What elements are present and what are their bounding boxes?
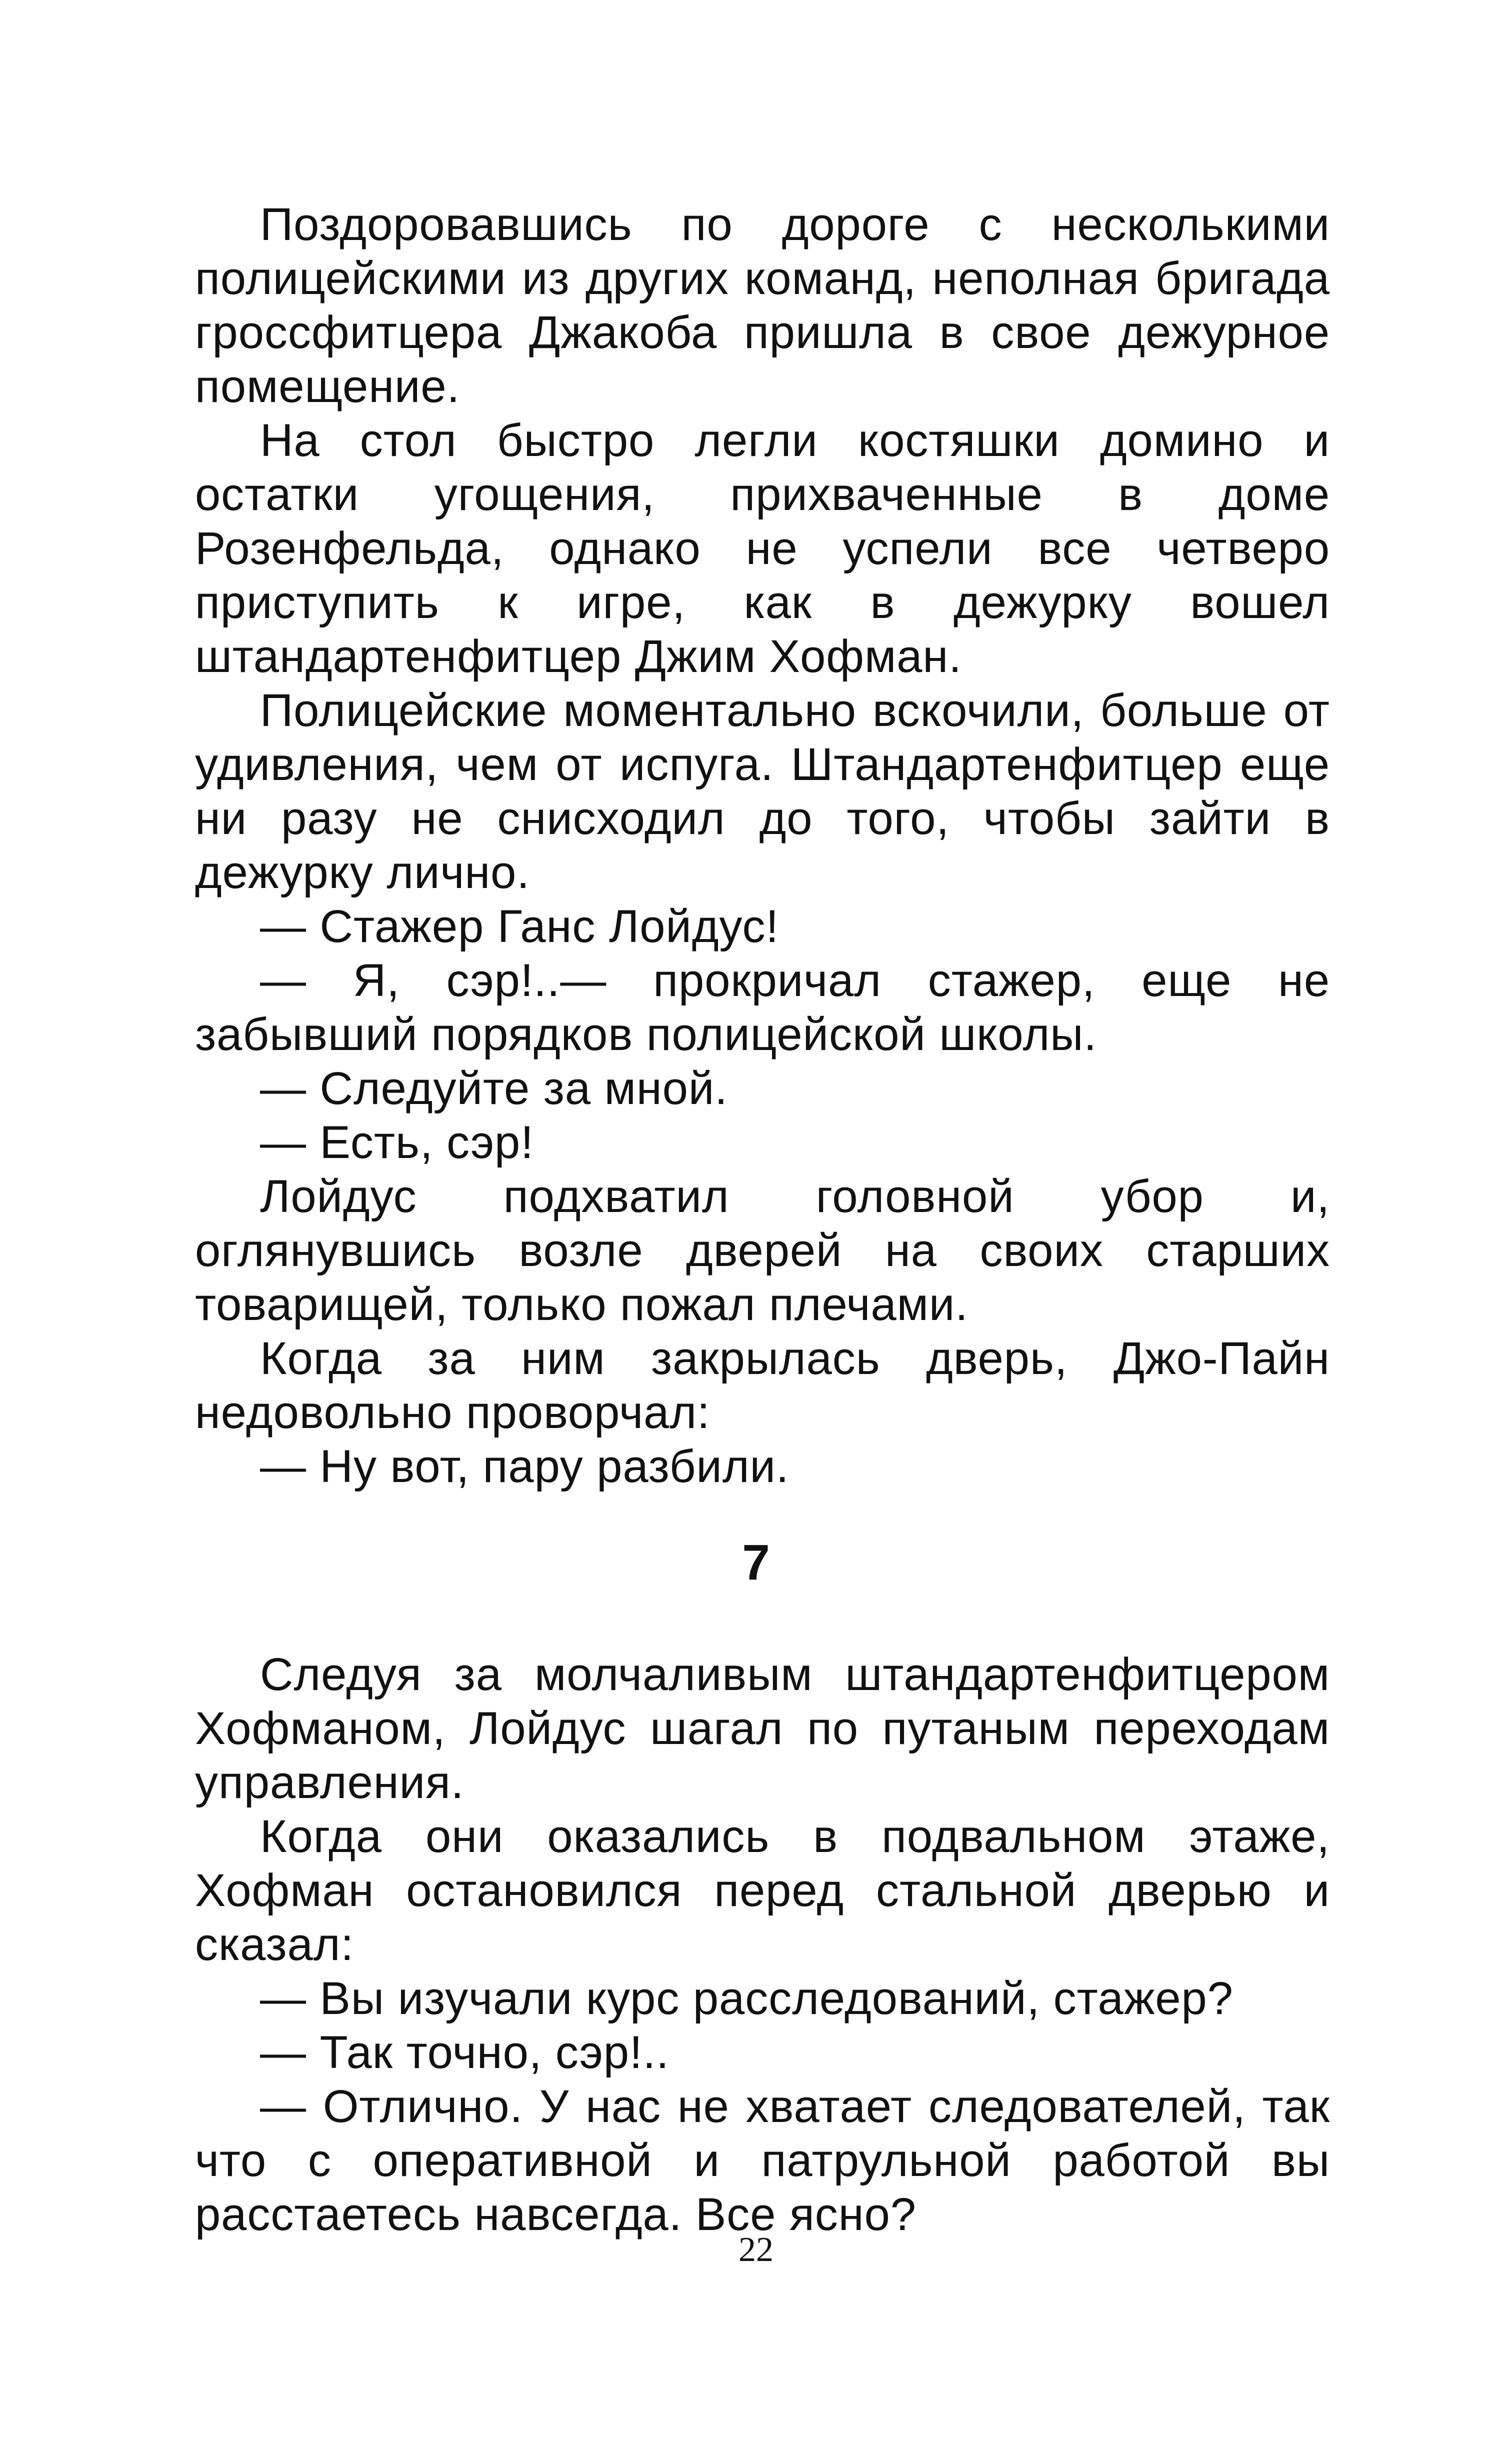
paragraph: Поздоровавшись по дороге с несколькими полицейскими из других команд, неполная бригада гроссфитцера Джакоба пришла в свое дежурное помещение.: [195, 199, 1330, 412]
dialogue-line: — Вы изучали курс расследований, стажер?: [260, 1973, 1234, 2024]
chapter-number: 7: [742, 1534, 770, 1590]
paragraph: Когда за ним закрылась дверь, Джо-Пайн недовольно проворчал:: [195, 1333, 1330, 1438]
text-block-before-chapter: [195, 198, 1330, 1494]
dialogue-line: — Я, сэр!..— прокричал стажер, еще не забывший порядков полицейской школы.: [195, 955, 1330, 1060]
paragraph: Лойдус подхватил головной убор и, оглянувшись возле дверей на своих старших товарищей, только пожал плечами.: [195, 1171, 1330, 1330]
dialogue-line: — Так точно, сэр!..: [260, 2027, 670, 2078]
page-number: 22: [738, 2230, 774, 2269]
dialogue-line: — Отлично. У нас не хватает следователей, так что с оперативной и патрульной работой вы расстаетесь навсегда. Все ясно?: [195, 2081, 1330, 2240]
paragraph: Полицейские моментально вскочили, больше от удивления, чем от испуга. Штандартенфитцер еще ни разу не снисходил до того, чтобы зайти в дежурку лично.: [195, 685, 1330, 898]
paragraph: Когда они оказались в подвальном этаже, Хофман остановился перед стальной дверью и сказал:: [195, 1811, 1330, 1970]
paragraph: Следуя за молчаливым штандартенфитцером Хофманом, Лойдус шагал по путаным переходам управления.: [195, 1649, 1330, 1808]
dialogue-line: — Есть, сэр!: [260, 1117, 534, 1168]
dialogue-line: — Ну вот, пару разбили.: [260, 1441, 790, 1492]
text-block-after-chapter: [195, 1648, 1330, 2242]
dialogue-line: — Следуйте за мной.: [260, 1063, 728, 1114]
paragraph: На стол быстро легли костяшки домино и остатки угощения, прихваченные в доме Розенфельда, однако не успели все четверо приступить к игре, как в дежурку вошел штандартенфитцер Джим Хофман.: [195, 415, 1330, 682]
dialogue-line: — Стажер Ганс Лойдус!: [260, 901, 780, 952]
